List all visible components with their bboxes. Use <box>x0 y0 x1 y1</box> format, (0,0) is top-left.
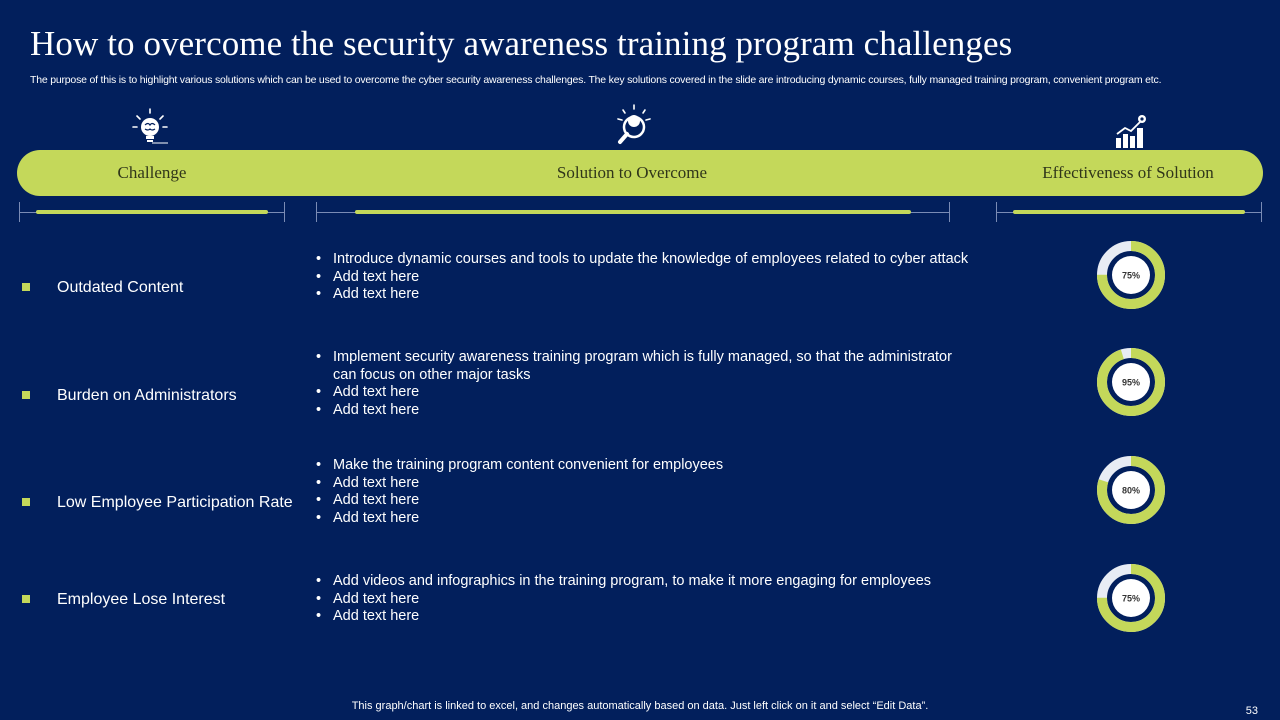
challenge-divider <box>19 202 285 222</box>
brain-bulb-icon <box>128 106 172 150</box>
challenge-label: Employee Lose Interest <box>57 591 226 608</box>
solution-item: • Add videos and infographics in the training program, to make it more engaging for employees <box>316 573 996 591</box>
row-bullet-square <box>22 595 30 603</box>
effectiveness-donut <box>1096 455 1166 525</box>
solution-item: • Add text here <box>316 475 996 493</box>
solution-item: • Introduce dynamic courses and tools to update the knowledge of employees related to cyber attack <box>316 251 996 269</box>
solution-list <box>316 573 996 626</box>
solution-item: • Add text here <box>316 591 996 609</box>
solution-item: • Implement security awareness training program which is fully managed, so that the administrator can focus on other major tasks <box>316 349 976 384</box>
effectiveness-divider <box>996 202 1262 222</box>
growth-chart-icon <box>1108 108 1152 152</box>
row-bullet-square <box>22 498 30 506</box>
header-solution: Solution to Overcome <box>556 163 708 182</box>
solution-item: • Add text here <box>316 608 996 626</box>
row-bullet-square <box>22 391 30 399</box>
donut-label: 75% <box>1121 593 1141 604</box>
solution-item: • Add text here <box>316 384 976 402</box>
donut-label: 95% <box>1121 377 1141 388</box>
row-bullet-square <box>22 283 30 291</box>
donut-label: 75% <box>1121 270 1141 281</box>
effectiveness-donut <box>1096 563 1166 633</box>
challenge-label: Burden on Administrators <box>57 387 237 404</box>
effectiveness-donut <box>1096 347 1166 417</box>
solution-item: • Add text here <box>316 269 996 287</box>
solution-list <box>316 251 996 304</box>
header-effectiveness: Effectiveness of Solution <box>1042 163 1214 182</box>
footer-note: This graph/chart is linked to excel, and changes automatically based on data. Just left click on it and select “Edit Data”. <box>351 700 929 712</box>
page-number: 53 <box>1245 705 1258 717</box>
slide-subtitle: The purpose of this is to highlight various solutions which can be used to overcome the cyber security awareness challenges. The key solutions covered in the slide are introducing dynamic courses, fully managed training program, convenient program etc. <box>30 74 1162 86</box>
header-challenge: Challenge <box>117 163 187 182</box>
solution-list <box>316 457 996 528</box>
column-header-bar <box>17 150 1263 196</box>
challenge-label: Outdated Content <box>57 279 184 296</box>
solution-item: • Add text here <box>316 286 996 304</box>
bulb-magnifier-icon <box>612 103 656 147</box>
solution-divider <box>316 202 950 222</box>
effectiveness-donut <box>1096 240 1166 310</box>
slide-title: How to overcome the security awareness training program challenges <box>30 24 1013 63</box>
solution-list <box>316 349 976 420</box>
solution-item: • Make the training program content convenient for employees <box>316 457 996 475</box>
solution-item: • Add text here <box>316 402 976 420</box>
solution-item: • Add text here <box>316 510 996 528</box>
donut-label: 80% <box>1121 485 1141 496</box>
challenge-label: Low Employee Participation Rate <box>57 494 293 511</box>
solution-item: • Add text here <box>316 492 996 510</box>
